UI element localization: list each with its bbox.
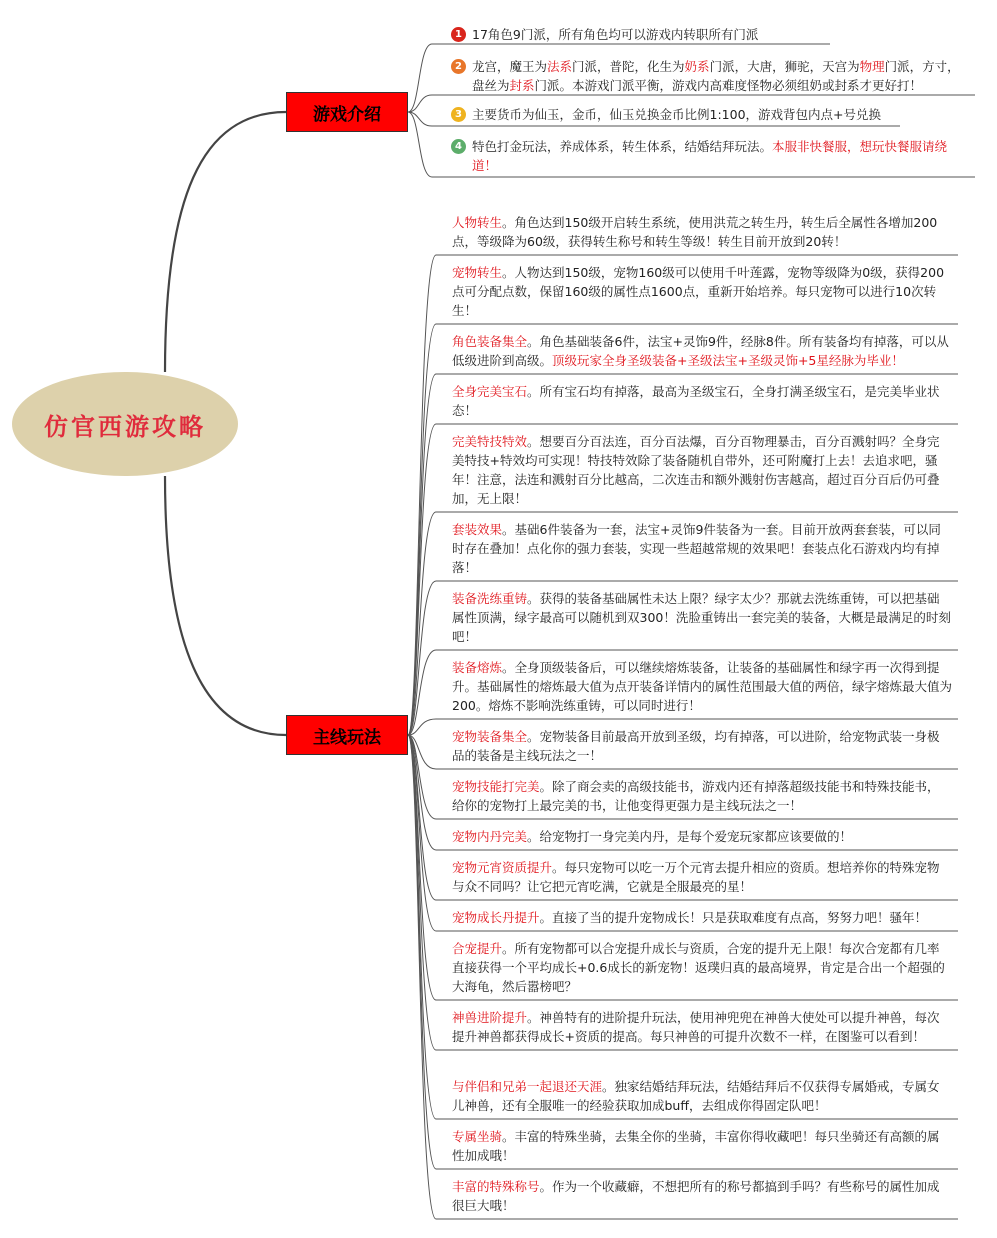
keyword-text: 宠物装备集全 bbox=[452, 729, 528, 744]
main-item bbox=[452, 727, 952, 765]
main-item bbox=[452, 382, 952, 420]
keyword-text: 宠物内丹完美 bbox=[452, 829, 528, 844]
body-text: 。全身顶级装备后，可以继续熔炼装备，让装备的基础属性和绿字再一次得到提升。基础属性的熔炼最大值为点开装备详情内的属性范围最大值的两倍，绿字熔炼最大值为200。熔炼不影响洗练重铸，可以同时进行！ bbox=[452, 660, 953, 713]
link-root-main bbox=[165, 476, 286, 735]
keyword-text: 顶级玩家全身圣级装备+圣级法宝+圣级灵饰+5星经脉为毕业！ bbox=[552, 353, 904, 368]
branch-main bbox=[286, 715, 408, 755]
keyword-text: 角色装备集全 bbox=[452, 334, 528, 349]
main-item bbox=[452, 432, 952, 508]
main-item bbox=[452, 1008, 952, 1046]
main-item bbox=[452, 908, 952, 927]
body-text: 门派。本游戏门派平衡，游戏内高难度怪物必须组奶或封系才更好打！ bbox=[534, 78, 923, 93]
intro-item bbox=[472, 57, 967, 95]
keyword-text: 合宠提升 bbox=[452, 941, 503, 956]
keyword-text: 封系 bbox=[509, 78, 535, 93]
body-text: 。独家结婚结拜玩法，结婚结拜后不仅获得专属婚戒，专属女儿神兽，还有全服唯一的经验获取加成buff，去组成你得固定队吧！ bbox=[452, 1079, 940, 1113]
root-title: 仿官西游攻略 bbox=[44, 411, 206, 441]
main-item bbox=[452, 263, 952, 320]
link-root-intro bbox=[165, 112, 286, 372]
body-text: 。基础6件装备为一套，法宝+灵饰9件装备为一套。目前开放两套套装，可以同时存在叠加！点化你的强力套装，实现一些超越常规的效果吧！套装点化石游戏内均有掉落！ bbox=[452, 522, 941, 575]
keyword-text: 装备洗练重铸 bbox=[452, 591, 528, 606]
main-item bbox=[452, 332, 952, 370]
body-text: 。人物达到150级，宠物160级可以使用千叶莲露，宠物等级降为0级，获得200点可分配点数，保留160级的属性点1600点，重新开始培养。每只宠物可以进行10次转生！ bbox=[452, 265, 945, 318]
body-text: 。除了商会卖的高级技能书，游戏内还有掉落超级技能书和特殊技能书，给你的宠物打上最完美的书，让他变得更强力是主线玩法之一！ bbox=[452, 779, 940, 813]
body-text: 特色打金玩法，养成体系，转生体系，结婚结拜玩法。 bbox=[472, 139, 773, 154]
branch-main-label: 主线玩法 bbox=[313, 727, 381, 748]
keyword-text: 丰富的特殊称号 bbox=[452, 1179, 540, 1194]
keyword-text: 奶系 bbox=[684, 59, 710, 74]
keyword-text: 套装效果 bbox=[452, 522, 503, 537]
keyword-text: 宠物转生 bbox=[452, 265, 503, 280]
main-item bbox=[452, 777, 952, 815]
number-badge: 3 bbox=[451, 107, 466, 122]
keyword-text: 物理 bbox=[859, 59, 885, 74]
body-text: 。直接了当的提升宠物成长！只是获取难度有点高，努努力吧！骚年！ bbox=[539, 910, 928, 925]
main-item bbox=[452, 1127, 952, 1165]
main-item bbox=[452, 520, 952, 577]
body-text: 门派，大唐，狮驼，天宫为 bbox=[709, 59, 860, 74]
keyword-text: 宠物成长丹提升 bbox=[452, 910, 540, 925]
keyword-text: 人物转生 bbox=[452, 215, 503, 230]
body-text: 门派，方寸，盘丝为 bbox=[472, 59, 960, 93]
intro-item bbox=[472, 25, 967, 44]
body-text: 。神兽特有的进阶提升玩法，使用神兜兜在神兽大使处可以提升神兽，每次提升神兽都获得成长+资质的提高。每只神兽的可提升次数不一样，在图鉴可以看到！ bbox=[452, 1010, 940, 1044]
body-text: 。每只宠物可以吃一万个元宵去提升相应的资质。想培养你的特殊宠物与众不同吗？让它把元宵吃满，它就是全服最亮的星！ bbox=[452, 860, 940, 894]
keyword-text: 与伴侣和兄弟一起退还天涯 bbox=[452, 1079, 603, 1094]
body-text: 。角色基础装备6件，法宝+灵饰9件，经脉8件。所有装备均有掉落，可以从低级进阶到高级。 bbox=[452, 334, 949, 368]
keyword-text: 装备熔炼 bbox=[452, 660, 503, 675]
intro-item bbox=[472, 105, 967, 124]
body-text: 。丰富的特殊坐骑，去集全你的坐骑，丰富你得收藏吧！每只坐骑还有高额的属性加成哦！ bbox=[452, 1129, 940, 1163]
body-text: 门派，普陀，化生为 bbox=[572, 59, 685, 74]
body-text: 龙宫，魔王为 bbox=[472, 59, 548, 74]
body-text: 。所有宠物都可以合宠提升成长与资质，合宠的提升无上限！每次合宠都有几率直接获得一个平均成长+0.6成长的新宠物！返璞归真的最高境界，肯定是合出一个超强的大海龟，然后嚣榜吧？ bbox=[452, 941, 945, 994]
main-item bbox=[452, 213, 952, 251]
body-text: 17角色9门派，所有角色均可以游戏内转职所有门派 bbox=[472, 27, 759, 42]
body-text: 。所有宝石均有掉落，最高为圣级宝石，全身打满圣级宝石，是完美毕业状态！ bbox=[452, 384, 940, 418]
branch-intro-label: 游戏介绍 bbox=[313, 104, 381, 125]
main-item bbox=[452, 658, 952, 715]
keyword-text: 完美特技特效 bbox=[452, 434, 528, 449]
keyword-text: 全身完美宝石 bbox=[452, 384, 528, 399]
branch-intro bbox=[286, 92, 408, 132]
keyword-text: 宠物元宵资质提升 bbox=[452, 860, 553, 875]
root-node bbox=[12, 372, 238, 476]
main-item bbox=[452, 858, 952, 896]
main-item bbox=[452, 939, 952, 996]
main-item bbox=[452, 589, 952, 646]
main-item bbox=[452, 1077, 952, 1115]
keyword-text: 专属坐骑 bbox=[452, 1129, 503, 1144]
number-badge: 2 bbox=[451, 59, 466, 74]
keyword-text: 宠物技能打完美 bbox=[452, 779, 540, 794]
keyword-text: 法系 bbox=[547, 59, 573, 74]
number-badge: 4 bbox=[451, 139, 466, 154]
body-text: 。宠物装备目前最高开放到圣级，均有掉落，可以进阶，给宠物武装一身极品的装备是主线玩法之一！ bbox=[452, 729, 940, 763]
body-text: 。想要百分百法连，百分百法爆，百分百物理暴击，百分百溅射吗？全身完美特技+特效均可实现！特技特效除了装备随机自带外，还可附魔打上去！去追求吧，骚年！注意，法连和溅射百分比越高，二次连击和额外溅射伤害越高，超过百分百后仍可叠加，无上限！ bbox=[452, 434, 940, 506]
intro-item bbox=[472, 137, 967, 175]
number-badge: 1 bbox=[451, 27, 466, 42]
body-text: 主要货币为仙玉，金币，仙玉兑换金币比例1:100，游戏背包内点+号兑换 bbox=[472, 107, 881, 122]
keyword-text: 本服非快餐服，想玩快餐服请绕道！ bbox=[472, 139, 948, 173]
body-text: 。给宠物打一身完美内丹，是每个爱宠玩家都应该要做的！ bbox=[527, 829, 853, 844]
body-text: 。作为一个收藏癖，不想把所有的称号都搞到手吗？有些称号的属性加成很巨大哦！ bbox=[452, 1179, 940, 1213]
main-item bbox=[452, 1177, 952, 1215]
keyword-text: 神兽进阶提升 bbox=[452, 1010, 528, 1025]
body-text: 。获得的装备基础属性未达上限？绿字太少？那就去洗练重铸，可以把基础属性顶满，绿字最高可以随机到双300！洗脸重铸出一套完美的装备，大概是最满足的时刻吧！ bbox=[452, 591, 951, 644]
main-item bbox=[452, 827, 952, 846]
body-text: 。角色达到150级开启转生系统，使用洪荒之转生丹，转生后全属性各增加200点，等级降为60级，获得转生称号和转生等级！转生目前开放到20转！ bbox=[452, 215, 938, 249]
